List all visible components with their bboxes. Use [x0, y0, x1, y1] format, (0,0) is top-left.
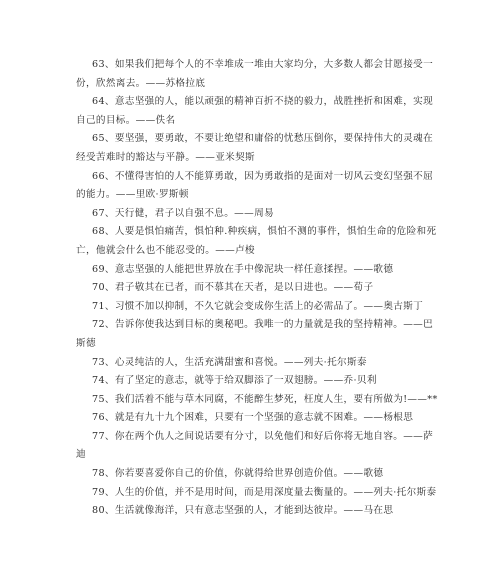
quote-64: 64、意志坚强的人，能以顽强的精神百折不挠的毅力，战胜挫折和困难，实现自己的目标。——佚名: [76, 96, 434, 126]
quote-74: 74、有了坚定的意志，就等于给双脚添了一双翅膀。——乔·贝利: [92, 375, 377, 387]
quote-80: 80、生活就像海洋，只有意志坚强的人，才能到达彼岸。——马在思: [92, 505, 394, 517]
quote-73: 73、心灵纯洁的人，生活充满甜蜜和喜悦。——列夫·托尔斯泰: [92, 356, 367, 368]
quote-79: 79、人生的价值，并不是用时间，而是用深度量去衡量的。——列夫·托尔斯泰: [92, 486, 437, 498]
document-page: [76, 56, 438, 521]
quote-65: 65、要坚强，要勇敢，不要让绝望和庸俗的忧愁压倒你，要保持伟大的灵魂在经受苦难时的豁达与平静。——亚米契斯: [76, 133, 434, 163]
quote-72: 72、告诉你使我达到目标的奥秘吧。我唯一的力量就是我的坚持精神。——巴斯德: [76, 319, 434, 349]
quote-67: 67、天行健，君子以自强不息。——周易: [92, 207, 274, 219]
quote-77: 77、你在两个仇人之间说话要有分寸，以免他们和好后你将无地自容。——萨迪: [76, 430, 434, 461]
quote-63: 63、如果我们把每个人的不幸堆成一堆由大家均分，大多数人都会甘愿接受一份，欣然离去。——苏格拉底: [76, 59, 434, 89]
quote-69: 69、意志坚强的人能把世界放在手中像泥块一样任意揉捏。——歌德: [92, 263, 394, 275]
quote-66: 66、不懂得害怕的人不能算勇敢，因为勇敢指的是面对一切风云变幻坚强不屈的能力。——里欧·罗斯顿: [76, 170, 434, 201]
quote-71: 71、习惯不加以抑制，不久它就会变成你生活上的必需品了。——奥古斯丁: [92, 300, 424, 312]
quote-76: 76、就是有九十九个困难，只要有一个坚强的意志就不困难。——杨根思: [92, 412, 414, 424]
quote-75: 75、我们活着不能与草木同腐，不能醉生梦死，枉度人生，要有所做为!——**: [92, 393, 438, 405]
quote-70: 70、君子敬其在已者，而不慕其在天者，是以日进也。——荀子: [92, 282, 374, 294]
quote-78: 78、你若要喜爱你自己的价值，你就得给世界创造价值。——歌德: [92, 468, 384, 480]
quote-68: 68、人要是惧怕痛苦，惧怕种.种疾病，惧怕不测的事件，惧怕生命的危险和死亡，他就会什么也不能忍受的。——卢梭: [76, 226, 437, 256]
